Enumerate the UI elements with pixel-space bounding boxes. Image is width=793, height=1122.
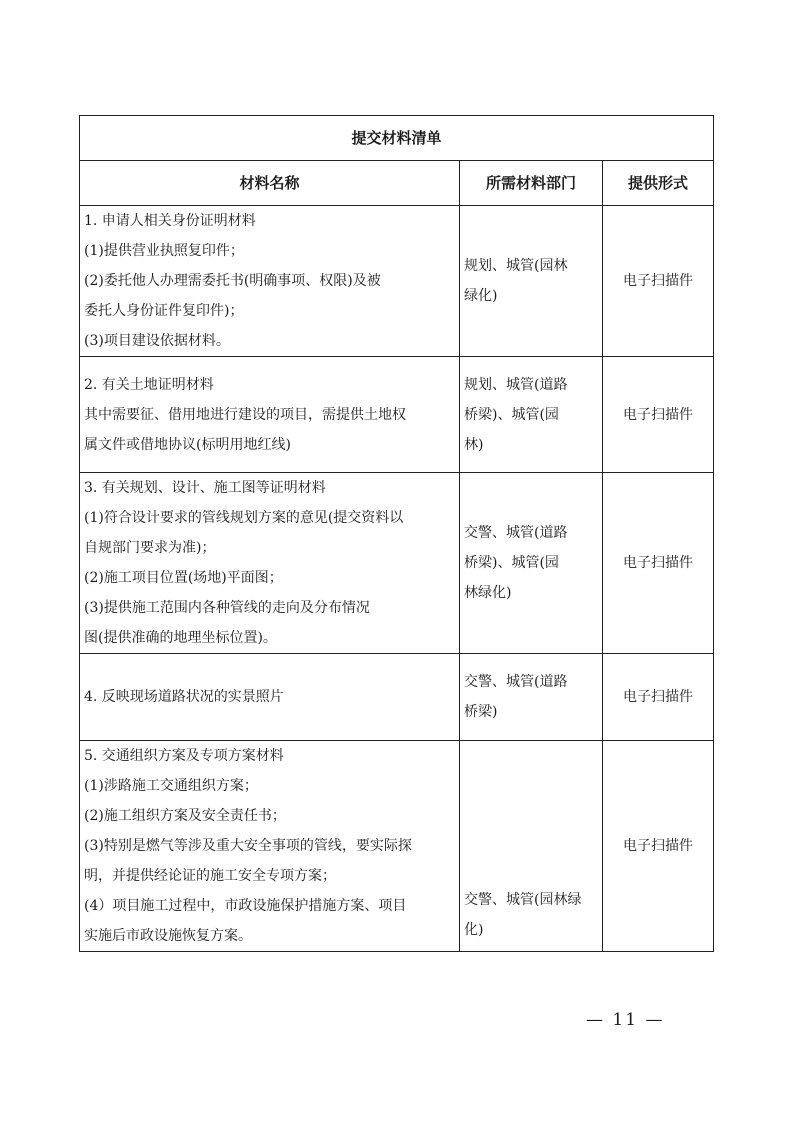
header-form: 提供形式	[603, 161, 714, 206]
material-line: 2. 有关土地证明材料	[84, 376, 214, 393]
table-row	[80, 357, 714, 473]
material-line: 自规部门要求为准)；	[84, 540, 216, 556]
material-line: 明，并提供经论证的施工安全专项方案；	[84, 868, 336, 884]
material-line: 其中需要征、借用地进行建设的项目，需提供土地权	[84, 406, 406, 423]
form-cell: 电子扫描件	[603, 473, 714, 654]
department-line: 规划、城管(道路	[464, 376, 568, 393]
material-line: 1. 申请人相关身份证明材料	[84, 213, 256, 229]
department-line: 桥梁)	[464, 704, 498, 720]
material-name-cell	[80, 473, 460, 654]
department-line: 林)	[464, 436, 484, 453]
material-line: 实施后市政设施恢复方案。	[84, 928, 252, 944]
material-line: (1)涉路施工交通组织方案；	[84, 778, 258, 794]
department-cell	[460, 206, 603, 357]
department-cell	[460, 473, 603, 654]
header-department: 所需材料部门	[460, 161, 603, 206]
material-name-cell	[80, 654, 460, 741]
material-line: 3. 有关规划、设计、施工图等证明材料	[84, 480, 326, 496]
form-cell: 电子扫描件	[603, 654, 714, 741]
table-row	[80, 654, 714, 741]
material-line: (4）项目施工过程中，市政设施保护措施方案、项目	[84, 898, 407, 914]
department-cell	[460, 741, 603, 952]
material-line: (2)委托他人办理需委托书(明确事项、权限)及被	[84, 273, 381, 289]
material-line: (3)特别是燃气等涉及重大安全事项的管线，要实际探	[84, 838, 412, 854]
table-header-row	[80, 161, 714, 206]
department-line: 交警、城管(道路	[464, 674, 568, 690]
material-line: (2)施工项目位置(场地)平面图；	[84, 570, 283, 586]
table-title: 提交材料清单	[80, 116, 714, 161]
material-line: 图(提供准确的地理坐标位置)。	[84, 630, 277, 646]
material-name-cell	[80, 741, 460, 952]
department-cell	[460, 654, 603, 741]
page-number: — 11 —	[586, 1010, 665, 1030]
department-line: 林绿化)	[464, 585, 512, 601]
department-line: 交警、城管(园林绿	[464, 892, 582, 908]
material-line: 属文件或借地协议(标明用地红线)	[84, 436, 291, 453]
materials-table	[79, 115, 714, 952]
department-line: 规划、城管(园林	[464, 258, 568, 274]
department-cell	[460, 357, 603, 473]
material-line: 4. 反映现场道路状况的实景照片	[84, 689, 284, 705]
department-line: 交警、城管(道路	[464, 525, 568, 541]
material-line: 委托人身份证件复印件)；	[84, 303, 244, 319]
department-line: 化)	[464, 922, 484, 938]
department-line: 桥梁)、城管(园	[464, 555, 559, 571]
header-material-name: 材料名称	[80, 161, 460, 206]
material-line: (3)提供施工范围内各种管线的走向及分布情况	[84, 600, 370, 616]
form-cell: 电子扫描件	[603, 357, 714, 473]
department-line: 绿化)	[464, 288, 498, 304]
material-line: (3)项目建设依据材料。	[84, 333, 230, 349]
material-name-cell	[80, 206, 460, 357]
material-line: 5. 交通组织方案及专项方案材料	[84, 748, 284, 764]
table-row	[80, 741, 714, 952]
form-cell: 电子扫描件	[603, 741, 714, 952]
department-line: 桥梁)、城管(园	[464, 406, 559, 423]
form-cell: 电子扫描件	[603, 206, 714, 357]
table-row	[80, 206, 714, 357]
material-name-cell	[80, 357, 460, 473]
table-title-row	[80, 116, 714, 161]
table-row	[80, 473, 714, 654]
material-line: (1)符合设计要求的管线规划方案的意见(提交资料以	[84, 510, 404, 526]
material-line: (1)提供营业执照复印件；	[84, 243, 244, 259]
material-line: (2)施工组织方案及安全责任书；	[84, 808, 286, 824]
